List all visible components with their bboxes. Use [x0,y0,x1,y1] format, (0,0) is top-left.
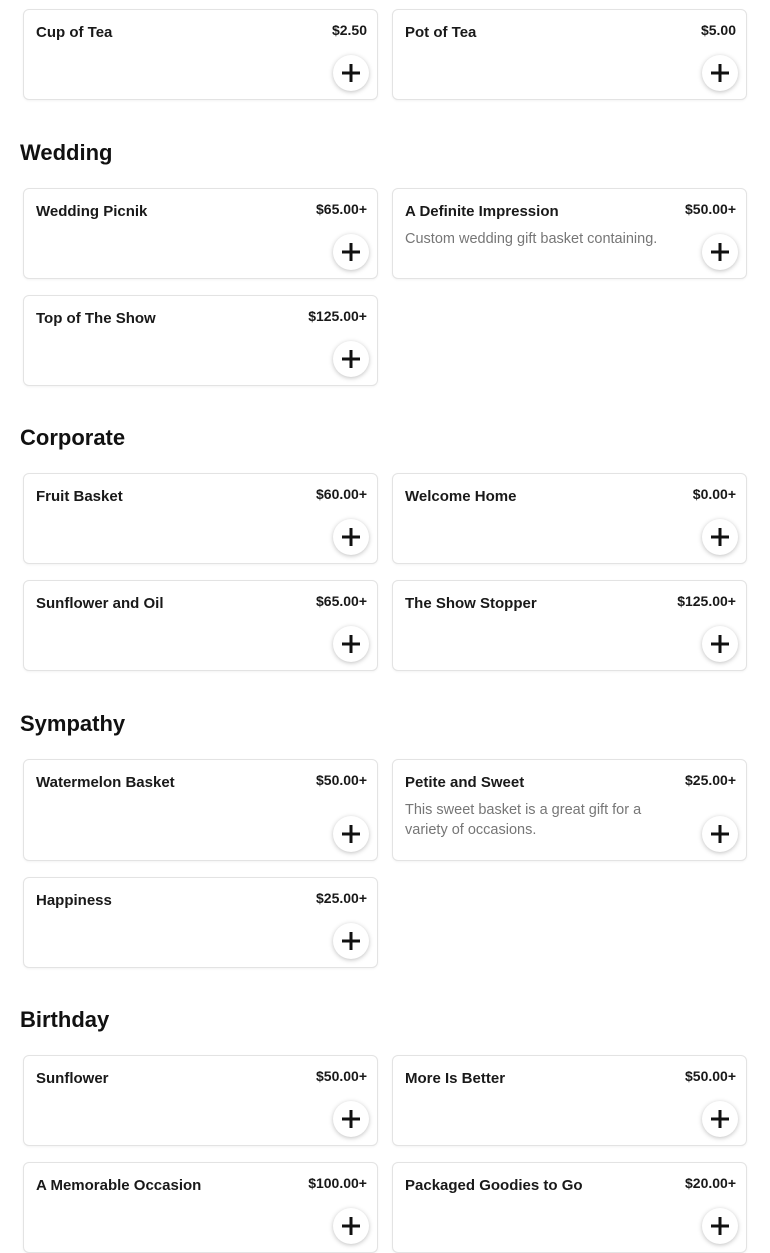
plus-icon [341,634,361,654]
plus-icon [341,527,361,547]
item-price: $25.00+ [685,772,736,788]
add-to-cart-button[interactable] [702,1208,738,1244]
item-name: Top of The Show [36,310,156,327]
add-to-cart-button[interactable] [333,234,369,270]
plus-icon [710,634,730,654]
menu-item-card-happiness[interactable] [23,877,378,968]
add-to-cart-button[interactable] [702,626,738,662]
item-price: $20.00+ [685,1175,736,1191]
item-name: More Is Better [405,1070,506,1087]
item-name: Sunflower and Oil [36,595,164,612]
menu-item-card-top-of-the-show[interactable] [23,295,378,386]
add-to-cart-button[interactable] [333,923,369,959]
menu-item-card-the-show-stopper[interactable] [392,580,747,671]
item-price: $60.00+ [316,486,367,502]
plus-icon [341,242,361,262]
plus-icon [341,63,361,83]
item-name: Sunflower [36,1070,109,1087]
item-price: $2.50 [331,22,367,38]
item-price: $50.00+ [685,1068,736,1084]
item-name: Pot of Tea [405,24,477,41]
menu-item-card-a-definite-impression[interactable] [392,188,747,279]
item-price: $50.00+ [316,772,367,788]
add-to-cart-button[interactable] [702,1101,738,1137]
plus-icon [341,1216,361,1236]
plus-icon [710,1109,730,1129]
item-name: A Definite Impression [405,203,559,220]
menu-item-card-fruit-basket[interactable] [23,473,378,564]
item-price: $50.00+ [685,201,736,217]
item-price: $100.00+ [308,1175,367,1191]
plus-icon [710,527,730,547]
menu-item-card-sunflower[interactable] [23,1055,378,1146]
menu-item-card-wedding-picnik[interactable] [23,188,378,279]
item-name: The Show Stopper [405,595,537,612]
menu-item-card-pot-of-tea[interactable] [392,9,747,100]
add-to-cart-button[interactable] [333,626,369,662]
item-price: $125.00+ [677,593,736,609]
item-price: $5.00 [700,22,736,38]
add-to-cart-button[interactable] [702,234,738,270]
section-title-sympathy: Sympathy [20,711,126,736]
add-to-cart-button[interactable] [702,816,738,852]
menu-item-card-sunflower-and-oil[interactable] [23,580,378,671]
item-name: Welcome Home [405,488,517,505]
item-name: Happiness [36,892,112,909]
add-to-cart-button[interactable] [702,519,738,555]
plus-icon [341,824,361,844]
item-name: Watermelon Basket [36,774,175,791]
add-to-cart-button[interactable] [702,55,738,91]
item-price: $125.00+ [308,308,367,324]
plus-icon [710,242,730,262]
section-title-corporate: Corporate [20,425,126,450]
item-price: $50.00+ [316,1068,367,1084]
menu-item-card-a-memorable-occasion[interactable] [23,1162,378,1253]
plus-icon [341,931,361,951]
menu-item-card-cup-of-tea[interactable] [23,9,378,100]
plus-icon [710,824,730,844]
item-price: $0.00+ [692,486,736,502]
item-price: $25.00+ [316,890,367,906]
add-to-cart-button[interactable] [333,816,369,852]
menu-item-card-more-is-better[interactable] [392,1055,747,1146]
item-name: A Memorable Occasion [36,1177,202,1194]
menu-item-card-petite-and-sweet[interactable] [392,759,747,861]
section-title-birthday: Birthday [20,1007,110,1032]
item-name: Packaged Goodies to Go [405,1177,583,1194]
menu-item-card-packaged-goodies-to-go[interactable] [392,1162,747,1253]
plus-icon [710,1216,730,1236]
plus-icon [341,1109,361,1129]
section-title-wedding: Wedding [20,140,113,165]
menu-item-card-watermelon-basket[interactable] [23,759,378,861]
item-name: Petite and Sweet [405,774,525,791]
plus-icon [341,349,361,369]
add-to-cart-button[interactable] [333,519,369,555]
add-to-cart-button[interactable] [333,1208,369,1244]
item-name: Fruit Basket [36,488,123,505]
add-to-cart-button[interactable] [333,1101,369,1137]
add-to-cart-button[interactable] [333,341,369,377]
item-price: $65.00+ [316,201,367,217]
menu-item-card-welcome-home[interactable] [392,473,747,564]
add-to-cart-button[interactable] [333,55,369,91]
item-name: Wedding Picnik [36,203,148,220]
item-name: Cup of Tea [36,24,113,41]
item-description: Custom wedding gift basket containing. [405,231,658,247]
plus-icon [710,63,730,83]
item-price: $65.00+ [316,593,367,609]
item-description: This sweet basket is a great gift for a variety of occasions. [405,802,642,838]
